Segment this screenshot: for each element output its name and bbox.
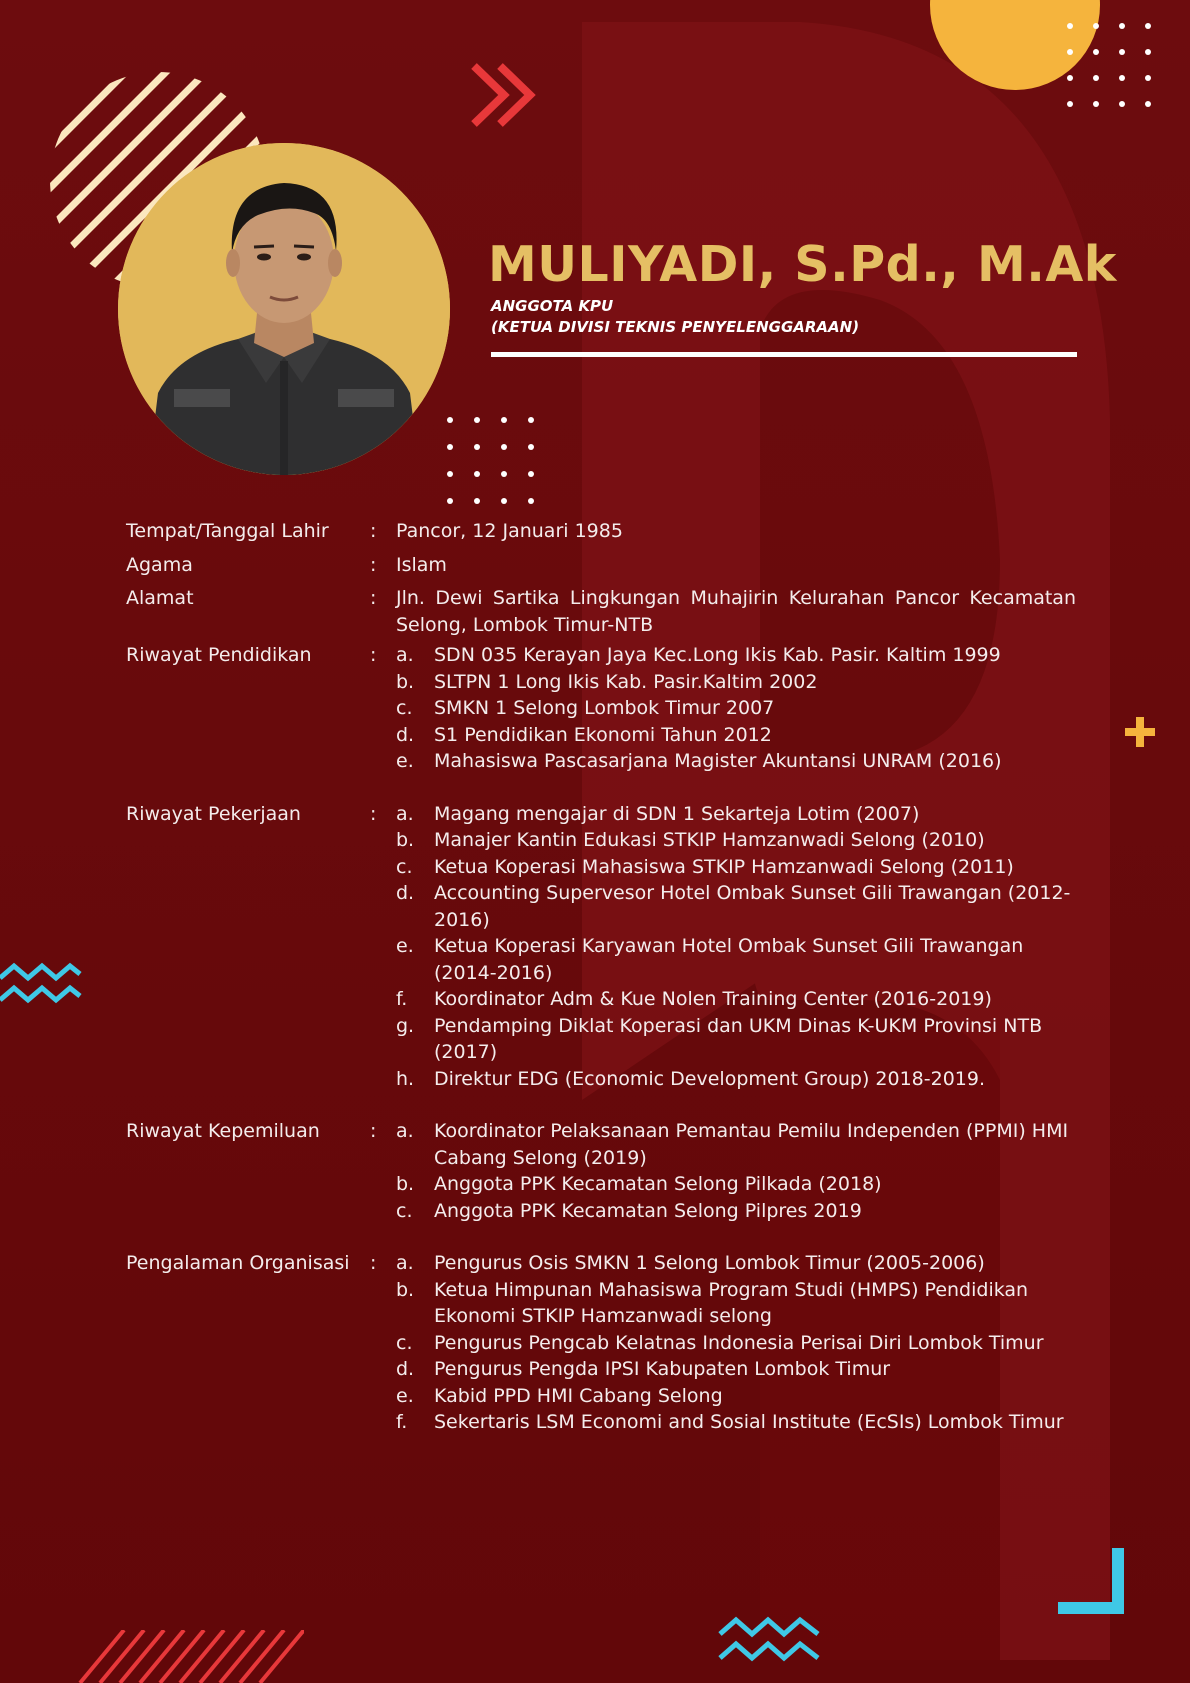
biodata-section [126,518,1076,1436]
list-marker: d. [396,723,415,746]
list-item [396,1066,1076,1093]
organization-label: Pengalaman Organisasi [126,1252,350,1274]
diagonal-lines-icon [74,1630,304,1683]
list-item-text: Pengurus Pengcab Kelatnas Indonesia Perisai Diri Lombok Timur [434,1331,1044,1354]
list-item-text: SLTPN 1 Long Ikis Kab. Pasir.Kaltim 2002 [434,670,818,693]
list-marker: a. [396,1120,414,1142]
separator: : [370,520,377,542]
election-list [396,1118,1076,1224]
list-marker: d. [396,882,415,904]
birth-value: Pancor, 12 Januari 1985 [396,520,623,542]
list-marker: a. [396,644,414,666]
list-marker: e. [396,1384,414,1407]
election-row [126,1118,1076,1224]
list-marker: e. [396,750,414,772]
list-item-text: Magang mengajar di SDN 1 Sekarteja Lotim (2007) [434,802,920,825]
separator: : [370,1120,377,1142]
address-label: Alamat [126,587,194,609]
list-item-text: Pengurus Pengda IPSI Kabupaten Lombok Timur [434,1358,891,1380]
list-item [396,1171,1076,1198]
address-value: Jln. Dewi Sartika Lingkungan Muhajirin Kelurahan Pancor Kecamatan Selong, Lombok Timur-NTB [396,587,1076,636]
list-item [396,1409,1076,1436]
list-item-text: Anggota PPK Kecamatan Selong Pilkada (2018) [434,1173,882,1195]
list-item [396,1198,1076,1225]
religion-row [126,552,1076,579]
list-marker: h. [396,1067,415,1090]
address-row [126,585,1076,638]
list-item [396,1383,1076,1410]
list-item [396,748,1076,775]
list-item-text: Anggota PPK Kecamatan Selong Pilpres 2019 [434,1199,862,1222]
zigzag-icon [0,962,82,1010]
list-item-text: SMKN 1 Selong Lombok Timur 2007 [434,697,775,719]
list-item [396,1330,1076,1357]
list-marker: b. [396,1278,415,1301]
list-marker: e. [396,935,414,957]
list-item-text: Pengurus Osis SMKN 1 Selong Lombok Timur (2005-2006) [434,1252,985,1274]
list-item [396,1277,1076,1330]
list-item-text: Mahasiswa Pascasarjana Magister Akuntansi UNRAM (2016) [434,750,1002,772]
corner-bracket-icon [1058,1548,1126,1616]
work-row [126,801,1076,1093]
list-item-text: Koordinator Adm & Kue Nolen Training Center (2016-2019) [434,988,992,1010]
zigzag-icon [718,1614,822,1666]
list-item-text: S1 Pendidikan Ekonomi Tahun 2012 [434,723,772,746]
list-marker: a. [396,1252,414,1274]
education-list [396,642,1076,775]
list-item-text: Direktur EDG (Economic Development Group) 2018-2019. [434,1067,986,1090]
separator: : [370,587,377,609]
list-item [396,827,1076,854]
list-item-text: Sekertaris LSM Economi and Sosial Institute (EcSIs) Lombok Timur [434,1411,1064,1433]
list-item [396,1356,1076,1383]
list-item [396,1013,1076,1066]
list-item-text: Pendamping Diklat Koperasi dan UKM Dinas K-UKM Provinsi NTB (2017) [434,1014,1043,1063]
birth-row [126,518,1076,545]
list-item [396,801,1076,828]
separator: : [370,802,377,825]
separator: : [370,1252,377,1274]
list-marker: c. [396,855,413,878]
education-label: Riwayat Pendidikan [126,644,312,666]
list-item [396,695,1076,722]
list-item-text: Kabid PPD HMI Cabang Selong [434,1384,723,1407]
list-item-text: Ketua Himpunan Mahasiswa Program Studi (HMPS) Pendidikan Ekonomi STKIP Hamzanwadi selong [434,1278,1029,1327]
list-marker: c. [396,697,413,719]
portrait-photo [118,143,450,475]
birth-label: Tempat/Tanggal Lahir [126,520,329,542]
list-item-text: Ketua Koperasi Mahasiswa STKIP Hamzanwadi Selong (2011) [434,855,1014,878]
double-chevron-icon [466,60,546,130]
separator: : [370,644,377,666]
list-item [396,854,1076,881]
work-label: Riwayat Pekerjaan [126,802,301,825]
religion-label: Agama [126,553,193,576]
dot-grid-icon [1060,18,1160,118]
list-marker: f. [396,988,408,1010]
position-title: ANGGOTA KPU [491,297,614,315]
organization-row [126,1250,1076,1436]
dot-grid-icon [442,412,552,512]
work-list [396,801,1076,1093]
list-item [396,880,1076,933]
division-title: (KETUA DIVISI TEKNIS PENYELENGGARAAN) [491,318,860,336]
education-row [126,642,1076,775]
list-item-text: Ketua Koperasi Karyawan Hotel Ombak Sunset Gili Trawangan (2014-2016) [434,935,1024,984]
list-item-text: Manajer Kantin Edukasi STKIP Hamzanwadi Selong (2010) [434,829,985,851]
plus-icon [1124,716,1156,748]
list-item [396,722,1076,749]
list-item [396,669,1076,696]
list-item [396,1250,1076,1277]
portrait-illustration [118,143,450,475]
list-marker: b. [396,1173,415,1195]
list-marker: b. [396,829,415,851]
list-marker: b. [396,670,415,693]
list-marker: d. [396,1358,415,1380]
religion-value: Islam [396,553,447,576]
list-marker: c. [396,1331,413,1354]
list-item [396,1118,1076,1171]
election-label: Riwayat Kepemiluan [126,1120,320,1142]
name-underline [491,352,1077,357]
list-item [396,642,1076,669]
list-item [396,933,1076,986]
list-marker: f. [396,1411,408,1433]
person-name: MULIYADI, S.Pd., M.Ak [488,236,1117,293]
list-item-text: SDN 035 Kerayan Jaya Kec.Long Ikis Kab. Pasir. Kaltim 1999 [434,644,1001,666]
list-item-text: Accounting Supervesor Hotel Ombak Sunset Gili Trawangan (2012-2016) [434,882,1071,931]
separator: : [370,553,377,576]
list-item [396,986,1076,1013]
list-marker: c. [396,1199,413,1222]
list-marker: a. [396,802,414,825]
organization-list [396,1250,1076,1436]
list-marker: g. [396,1014,415,1037]
list-item-text: Koordinator Pelaksanaan Pemantau Pemilu Independen (PPMI) HMI Cabang Selong (2019) [434,1120,1069,1169]
